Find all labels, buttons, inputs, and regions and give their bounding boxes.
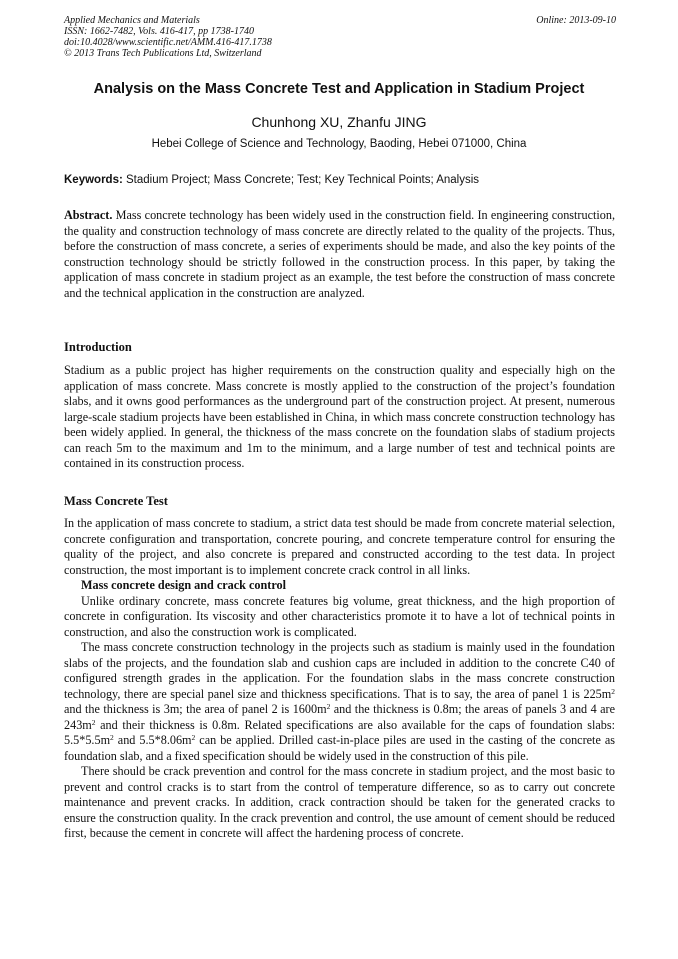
p2-part-c: and the thickness is 0.8m; the areas of panels 3 and 4 are 243m [64, 702, 615, 732]
superscript-2: 2 [611, 686, 615, 696]
abstract-label: Abstract. [64, 208, 113, 222]
superscript-2: 2 [326, 702, 331, 711]
doi: doi:10.4028/www.scientific.net/AMM.416-417.1738 [64, 37, 272, 48]
issn: ISSN: 1662-7482, Vols. 416-417, pp 1738-1740 [64, 26, 254, 37]
abstract [64, 208, 615, 301]
p2-part-e: and 5.5*8.06m [113, 733, 192, 747]
mass-concrete-test-heading: Mass Concrete Test [64, 494, 168, 508]
authors: Chunhong XU, Zhanfu JING [251, 114, 427, 130]
keywords-text: Stadium Project; Mass Concrete; Test; Key Technical Points; Analysis [126, 174, 480, 186]
paragraph-2 [64, 640, 615, 764]
affiliation: Hebei College of Science and Technology, Baoding, Hebei 071000, China [151, 138, 527, 150]
introduction-body [64, 363, 615, 472]
subheading-design-crack-control: Mass concrete design and crack control [81, 578, 287, 592]
online-date: Online: 2013-09-10 [536, 15, 616, 26]
p2-part-d: and their thickness is 0.8m. Related specifications are also available for the caps of foundation slabs: 5.5*5.5m [64, 717, 615, 747]
section-intro: In the application of mass concrete to stadium, a strict data test should be made from concrete material selection, concrete configuration and transportation, concrete pouring, and concrete temperature control for ensuring the quality of the project, and also concrete is prepared and constructed according to the test data. In project construction, the most important is to implement concrete crack control in all links. [64, 516, 615, 577]
keywords-label: Keywords: [64, 174, 123, 186]
mass-concrete-test-body [64, 516, 615, 842]
journal-metadata [64, 15, 616, 59]
paper-title: Analysis on the Mass Concrete Test and Application in Stadium Project [93, 81, 585, 97]
paragraph-3: There should be crack prevention and control for the mass concrete in stadium project, and the most basic to prevent and control cracks is to start from the control of temperature difference, so as to carry out concrete maintenance and prevent cracks. In addition, crack contraction should be taken for the generated cracks to ensure the construction quality. In the crack prevention and control, the use amount of cement should be reduced first, because the cement in concrete will affect the hardening process of concrete. [64, 764, 615, 840]
superscript-2: 2 [91, 717, 96, 727]
introduction-text: Stadium as a public project has higher requirements on the construction quality and especially high on the application of mass concrete. Mass concrete is mostly applied to the construction of the project’s foundation slabs, and it owns good performances as the underground part of the construction project. At present, numerous large-scale stadium projects have been established in China, in which mass concrete construction technology has been widely applied. In general, the thickness of the mass concrete on the foundation slabs of stadium projects can reach 5m to the maximum and 1m to the minimum, and a large number of test and technical points are contained in its construction process. [64, 363, 615, 470]
p2-part-f: can be applied. Drilled cast-in-place piles are used in the casting of the concrete as foundation slab, and a fixed specification should be widely used in the construction of this pile. [64, 733, 616, 763]
p2-part-b: and the thickness is 3m; the area of panel 2 is 1600m [64, 702, 327, 716]
introduction-heading: Introduction [64, 340, 132, 354]
keywords [64, 174, 624, 186]
p2-part-a: The mass concrete construction technology in the projects such as stadium is mainly used in the foundation slabs of the projects, and the foundation slab and cushion caps are included in addition to the concrete C40 of configured strength grades in the application. For the foundation slabs in the mass concrete construction technology, there are special panel size and thickness specifications. That is to say, the area of panel 1 is 225m [64, 640, 615, 701]
journal-name: Applied Mechanics and Materials [64, 15, 200, 26]
superscript-2: 2 [110, 733, 114, 742]
superscript-2: 2 [191, 733, 196, 742]
abstract-text: Mass concrete technology has been widely used in the construction field. In engineering construction, the quality and construction technology of mass concrete are directly related to the quality of the projects. Thus, before the construction of mass concrete, a series of experiments should be made, and also the key points of the construction technology should be strictly followed in the construction process. In this paper, by taking the application of mass concrete in stadium project as an example, the test before the construction of mass concrete and the technical application in the construction are analyzed. [64, 208, 615, 300]
copyright: © 2013 Trans Tech Publications Ltd, Switzerland [64, 48, 262, 59]
paragraph-1: Unlike ordinary concrete, mass concrete features big volume, great thickness, and the high proportion of concrete in configuration. Its viscosity and other characteristics promote it to have a lot of technical points in construction, and also the construction work is complicated. [64, 593, 615, 639]
